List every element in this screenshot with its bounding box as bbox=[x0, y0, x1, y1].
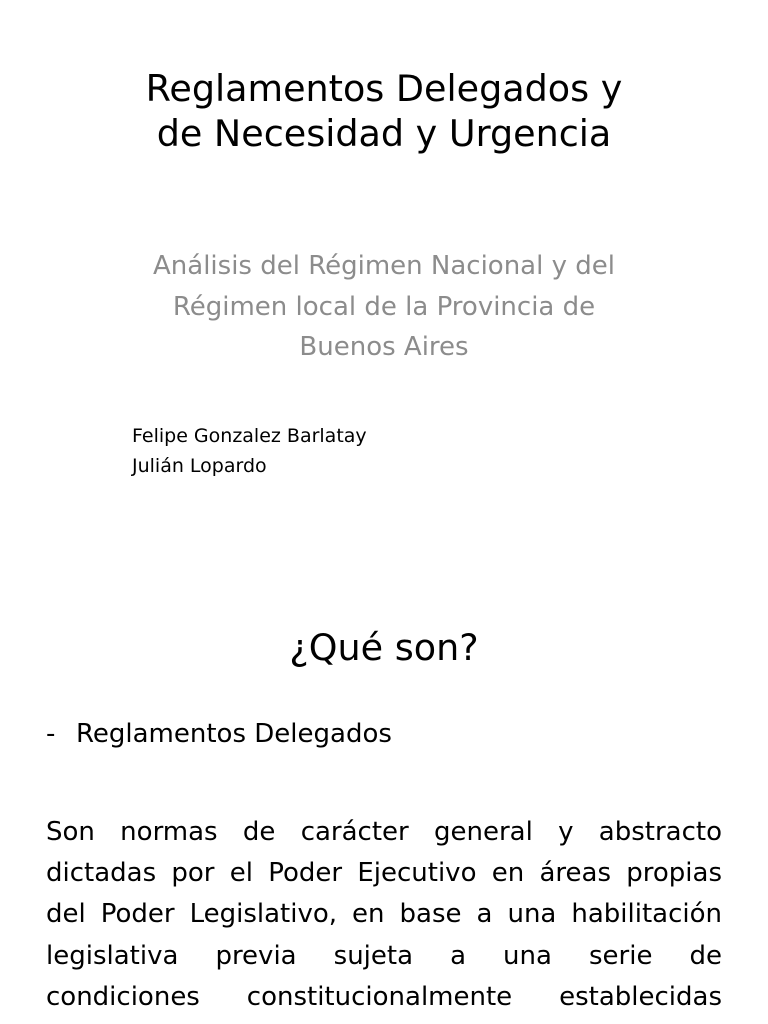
content-slide bbox=[0, 576, 768, 1024]
authors-list bbox=[132, 421, 367, 481]
subtitle-line: Análisis del Régimen Nacional y del bbox=[153, 251, 615, 281]
author-name: Julián Lopardo bbox=[132, 455, 267, 477]
slide-title: ¿Qué son? bbox=[289, 626, 479, 669]
paragraph-line: Son normas de carácter general y abstracto bbox=[46, 817, 722, 847]
author-name: Felipe Gonzalez Barlatay bbox=[132, 425, 367, 447]
paragraph-line: del Poder Legislativo, en base a una habilitación bbox=[46, 899, 722, 930]
paragraph-line: condiciones constitucionalmente establecidas bbox=[46, 981, 722, 1012]
subtitle-line: Régimen local de la Provincia de bbox=[172, 291, 596, 322]
title-line: Reglamentos Delegados y bbox=[145, 67, 623, 110]
bullet-text: Reglamentos Delegados bbox=[76, 719, 392, 749]
title-line: de Necesidad y Urgencia bbox=[156, 112, 612, 155]
definition-paragraph bbox=[46, 812, 722, 1018]
paragraph-line: legislativa previa sujeta a una serie de bbox=[46, 940, 722, 971]
bullet-item bbox=[46, 716, 392, 752]
paragraph-line: dictadas por el Poder Ejecutivo en áreas propias bbox=[46, 858, 722, 889]
presentation-title bbox=[0, 66, 768, 156]
bullet-marker: - bbox=[46, 719, 56, 749]
presentation-subtitle bbox=[0, 246, 768, 368]
subtitle-line: Buenos Aires bbox=[299, 332, 469, 362]
